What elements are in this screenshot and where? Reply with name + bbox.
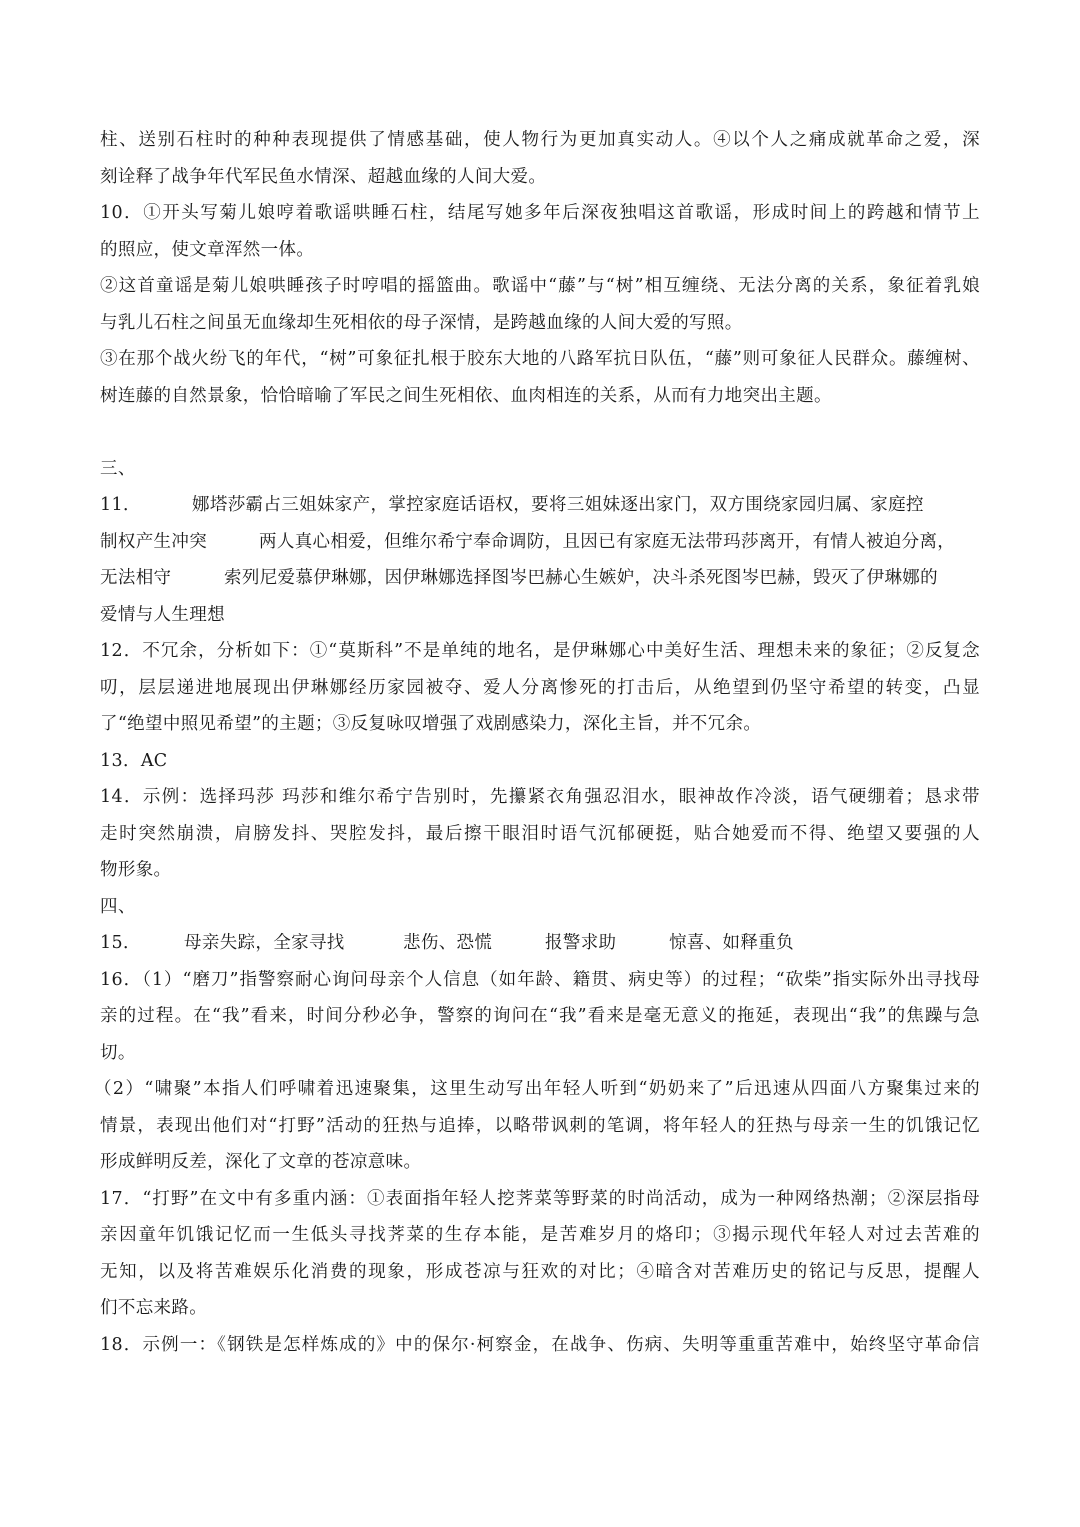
question-number: 11． [100, 495, 141, 515]
text-line: 爱情与人生理想 [100, 604, 225, 625]
text-line: 了“绝望中照见希望”的主题；③反复咏叹增强了戏剧感染力，深化主旨，并不冗余。 [100, 714, 762, 734]
text-line: 刻诠释了战争年代军民鱼水情深、超越血缘的人间大爱。 [100, 166, 547, 187]
answer-text: 无法相守 [100, 568, 172, 588]
text-line [100, 925, 980, 962]
text-line: 17．“打野”在文中有多重内涵：①表面指年轻人挖荠菜等野菜的时尚活动，成为一种网络热潮；②深层指母 [100, 1188, 980, 1209]
text-line: 叨，层层递进地展现出伊琳娜经历家园被夺、爱人分离惨死的打击后，从绝望到仍坚守希望的转变，凸显 [100, 677, 980, 698]
text-line: ③在那个战火纷飞的年代，“树”可象征扎根于胶东大地的八路军抗日队伍，“藤”则可象征人民群众。藤缠树、 [100, 349, 980, 369]
text-line: 亲的过程。在“我”看来，时间分秒必争，警察的询问在“我”看来是毫无意义的拖延，表现出“我”的焦躁与急 [100, 1006, 980, 1026]
text-line: 14．示例：选择玛莎 玛莎和维尔希宁告别时，先攥紧衣角强忍泪水，眼神故作冷淡，语气硬绷着；恳求带 [100, 787, 980, 807]
text-line [100, 560, 980, 597]
text-line: 10．①开头写菊儿娘哼着歌谣哄睡石柱，结尾写她多年后深夜独唱这首歌谣，形成时间上的跨越和情节上 [100, 203, 980, 223]
text-line [100, 524, 980, 561]
text-line: 无知，以及将苦难娱乐化消费的现象，形成苍凉与狂欢的对比；④暗含对苦难历史的铭记与反思，提醒人 [100, 1261, 980, 1282]
text-line: 与乳儿石柱之间虽无血缘却生死相依的母子深情，是跨越血缘的人间大爱的写照。 [100, 312, 743, 333]
text-line: 形成鲜明反差，深化了文章的苍凉意味。 [100, 1152, 422, 1172]
answer-text: 悲伤、恐慌 [403, 933, 493, 953]
answer-text: 母亲失踪，全家寻找 [184, 933, 345, 953]
text-line: 们不忘来路。 [100, 1298, 208, 1318]
text-line [100, 487, 980, 524]
text-line: 18．示例一：《钢铁是怎样炼成的》中的保尔·柯察金，在战争、伤病、失明等重重苦难中，始终坚守革命信 [100, 1334, 980, 1355]
section-heading: 四、 [100, 896, 136, 917]
text-line: （2）“啸聚”本指人们呼啸着迅速聚集，这里生动写出年轻人听到“奶奶来了”后迅速从四面八方聚集过来的 [94, 1079, 980, 1099]
question-number: 15． [100, 933, 141, 953]
text-line: 物形象。 [100, 860, 172, 880]
answer-text: 报警求助 [545, 933, 617, 953]
answer-text: 娜塔莎霸占三姐妹家产，掌控家庭话语权，要将三姐妹逐出家门，双方围绕家园归属、家庭控 [192, 495, 924, 515]
text-line: 12．不冗余，分析如下：①“莫斯科”不是单纯的地名，是伊琳娜心中美好生活、理想未来的象征；②反复念 [100, 641, 980, 661]
text-line: 走时突然崩溃，肩膀发抖、哭腔发抖，最后擦干眼泪时语气沉郁硬挺，贴合她爱而不得、绝望又要强的人 [100, 823, 980, 844]
text-line: 的照应，使文章浑然一体。 [100, 239, 315, 260]
text-line: ②这首童谣是菊儿娘哄睡孩子时哼唱的摇篮曲。歌谣中“藤”与“树”相互缠绕、无法分离的关系，象征着乳娘 [100, 276, 980, 296]
text-line: 16．（1）“磨刀”指警察耐心询问母亲个人信息（如年龄、籍贯、病史等）的过程；“砍柴”指实际外出寻找母 [100, 969, 980, 990]
text-line: 切。 [100, 1042, 136, 1063]
blank-gap [100, 414, 980, 451]
text-line: 树连藤的自然景象，恰恰暗喻了军民之间生死相依、血肉相连的关系，从而有力地突出主题。 [100, 385, 832, 406]
text-line: 情景，表现出他们对“打野”活动的狂热与追捧，以略带讽刺的笔调，将年轻人的狂热与母亲一生的饥饿记忆 [100, 1115, 980, 1136]
text-line: 柱、送别石柱时的种种表现提供了情感基础，使人物行为更加真实动人。④以个人之痛成就革命之爱，深 [100, 130, 980, 150]
section-heading: 三、 [100, 458, 136, 479]
answer-text: 索列尼爱慕伊琳娜，因伊琳娜选择图岑巴赫心生嫉妒，决斗杀死图岑巴赫，毁灭了伊琳娜的 [224, 568, 938, 588]
text-line: 13．AC [100, 750, 168, 771]
answer-text: 惊喜、如释重负 [669, 933, 794, 953]
answer-page [94, 122, 980, 1363]
text-line: 亲因童年饥饿记忆而一生低头寻找荠菜的生存本能，是苦难岁月的烙印；③揭示现代年轻人对过去苦难的 [100, 1225, 980, 1245]
answer-text: 制权产生冲突 [100, 531, 208, 552]
answer-text: 两人真心相爱，但维尔希宁奉命调防，且因已有家庭无法带玛莎离开，有情人被迫分离， [259, 531, 956, 552]
